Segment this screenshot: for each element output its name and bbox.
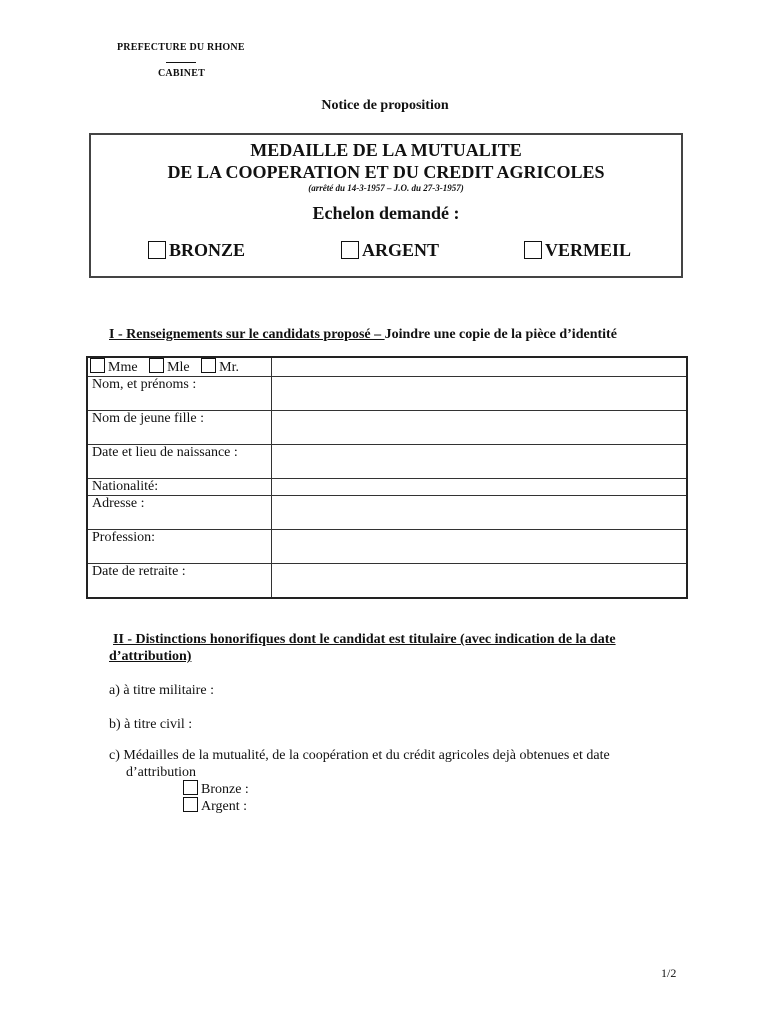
civil-item: b) à titre civil : xyxy=(109,717,193,732)
previous-bronze[interactable] xyxy=(183,780,249,798)
military-item: a) à titre militaire : xyxy=(109,683,214,698)
mme-checkbox[interactable] xyxy=(90,358,105,373)
profession-label: Profession: xyxy=(87,530,272,564)
civility-cell xyxy=(87,357,272,377)
mr-checkbox[interactable] xyxy=(201,358,216,373)
address-field[interactable] xyxy=(272,496,688,530)
nationality-label: Nationalité: xyxy=(87,479,272,496)
page-number: 1/2 xyxy=(661,966,677,980)
medal-box xyxy=(89,133,683,278)
medals-item-line2: d’attribution xyxy=(126,765,196,780)
echelon-label: Echelon demandé : xyxy=(312,203,460,223)
table-row-profession xyxy=(87,530,687,564)
medals-item-line1: c) Médailles de la mutualité, de la coopération et du crédit agricoles dejà obtenues et date xyxy=(109,748,610,763)
section2-title-line1: II - Distinctions honorifiques dont le candidat est titulaire (avec indication de la date xyxy=(113,632,616,647)
table-row-maiden-name xyxy=(87,411,687,445)
option-vermeil[interactable] xyxy=(524,240,631,261)
previous-argent[interactable] xyxy=(183,797,247,815)
table-row-civility xyxy=(87,357,687,377)
header-divider xyxy=(166,62,196,63)
mme-label: Mme xyxy=(108,360,138,375)
previous-bronze-label: Bronze : xyxy=(201,782,249,797)
section1-heading: I - Renseignements sur le candidats proposé – xyxy=(109,327,385,342)
civility-value[interactable] xyxy=(272,357,688,377)
section1-id-note: Joindre une copie de la pièce d’identité xyxy=(384,327,617,342)
table-row-birth xyxy=(87,445,687,479)
table-row-retirement xyxy=(87,564,687,598)
previous-bronze-checkbox[interactable] xyxy=(183,780,198,795)
argent-checkbox[interactable] xyxy=(341,241,359,259)
mle-label: Mle xyxy=(167,360,190,375)
table-row-address xyxy=(87,496,687,530)
option-bronze[interactable] xyxy=(148,240,245,261)
vermeil-label: VERMEIL xyxy=(545,240,632,260)
medal-title-line2: DE LA COOPERATION ET DU CREDIT AGRICOLES xyxy=(167,162,605,182)
prefecture-label: PREFECTURE DU RHONE xyxy=(117,42,245,53)
name-field[interactable] xyxy=(272,377,688,411)
maiden-name-field[interactable] xyxy=(272,411,688,445)
vermeil-checkbox[interactable] xyxy=(524,241,542,259)
medal-title-line1: MEDAILLE DE LA MUTUALITE xyxy=(250,140,522,160)
argent-label: ARGENT xyxy=(362,240,440,260)
option-argent[interactable] xyxy=(341,240,439,261)
cabinet-label: CABINET xyxy=(158,68,205,79)
retirement-field[interactable] xyxy=(272,564,688,598)
previous-argent-checkbox[interactable] xyxy=(183,797,198,812)
section1-title xyxy=(109,325,617,343)
decree-reference: (arrêté du 14-3-1957 – J.O. du 27-3-1957) xyxy=(308,183,464,193)
table-row-nationality xyxy=(87,479,687,496)
birth-label: Date et lieu de naissance : xyxy=(87,445,272,479)
address-label: Adresse : xyxy=(87,496,272,530)
name-label: Nom, et prénoms : xyxy=(87,377,272,411)
bronze-checkbox[interactable] xyxy=(148,241,166,259)
retirement-label: Date de retraite : xyxy=(87,564,272,598)
bronze-label: BRONZE xyxy=(169,240,246,260)
mr-label: Mr. xyxy=(219,360,239,375)
nationality-field[interactable] xyxy=(272,479,688,496)
notice-title: Notice de proposition xyxy=(321,98,449,113)
section2-title-line2: d’attribution) xyxy=(109,649,192,664)
table-row-name xyxy=(87,377,687,411)
candidate-info-table xyxy=(86,356,688,599)
birth-field[interactable] xyxy=(272,445,688,479)
previous-argent-label: Argent : xyxy=(201,799,248,814)
maiden-name-label: Nom de jeune fille : xyxy=(87,411,272,445)
mle-checkbox[interactable] xyxy=(149,358,164,373)
profession-field[interactable] xyxy=(272,530,688,564)
